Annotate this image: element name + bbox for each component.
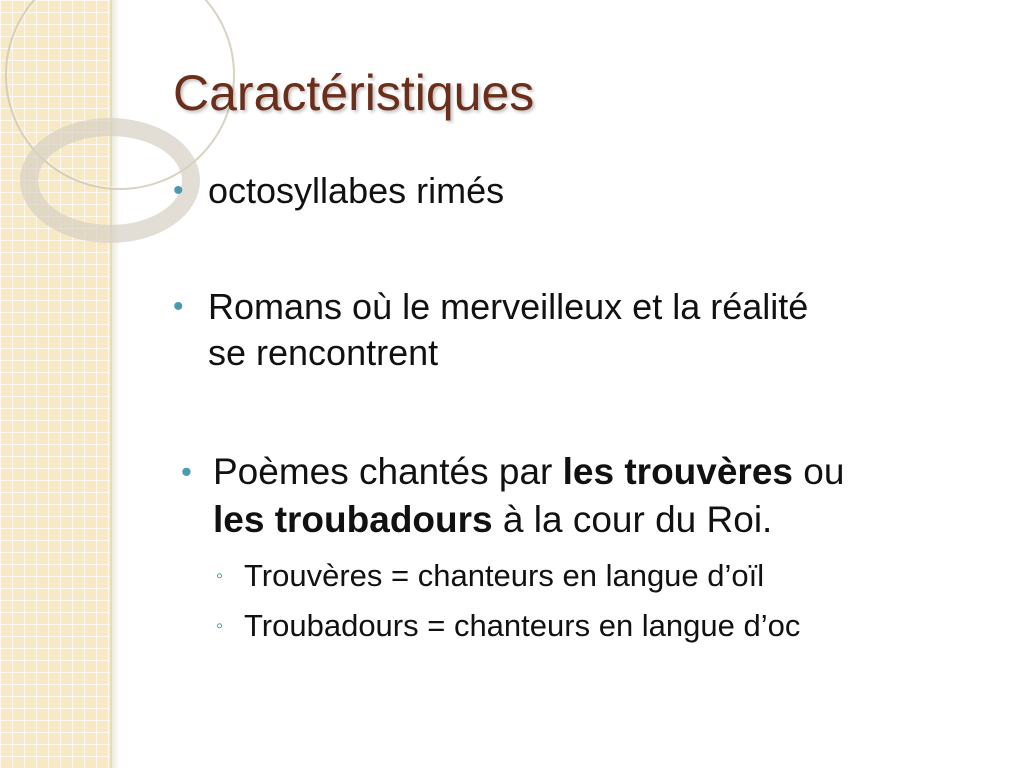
bullet-text-plain: à la cour du Roi. [492,499,773,540]
bullet-text-line-1: Romans où le merveilleux et la réalité [208,286,809,327]
sub-bullet-trouveres: Trouvères = chanteurs en langue d’oïl [244,558,765,593]
bullet-text: octosyllabes rimés [208,170,505,211]
bullet-text-plain: Poèmes chantés par [213,451,563,492]
sub-bullet-circle-icon: ◦ [216,615,224,637]
bullet-text-line-1 [213,448,844,496]
bullet-dot-icon: • [173,290,184,323]
bullet-item-romans [208,284,808,376]
bullet-text-line-2 [213,496,844,544]
bullet-text-bold-troubadours: les troubadours [213,499,493,540]
bullet-item-octosyllabes [208,168,504,214]
bullet-text-plain: ou [793,451,845,492]
slide-title: Caractéristiques [173,65,535,121]
bullet-text-line-2: se rencontrent [208,332,439,373]
sub-bullet-troubadours: Troubadours = chanteurs en langue d’oc [244,608,801,643]
bullet-dot-icon: • [181,454,192,489]
sub-bullet-circle-icon: ◦ [216,565,224,587]
bullet-item-poemes [213,448,844,544]
bullet-text-bold-trouveres: les trouvères [562,451,793,492]
bullet-dot-icon: • [173,174,184,207]
